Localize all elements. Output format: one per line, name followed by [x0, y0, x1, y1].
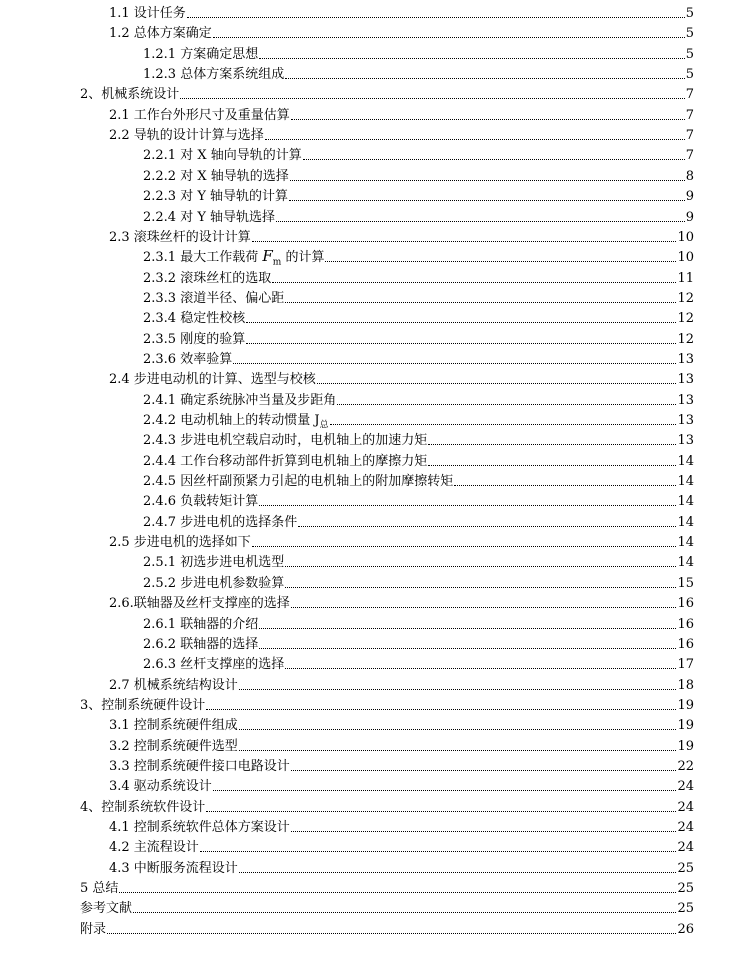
toc-entry-title: 2.5 步进电机的选择如下: [109, 535, 251, 551]
toc-entry[interactable]: [143, 613, 694, 633]
toc-entry-title: 参考文献: [80, 901, 133, 917]
toc-entry[interactable]: [143, 551, 694, 571]
toc-entry-title: 4.1 控制系统软件总体方案设计: [109, 820, 290, 835]
toc-entry-page: 7: [685, 128, 694, 144]
toc-entry-page: 12: [677, 331, 694, 347]
toc-entry-page: 14: [677, 474, 694, 490]
toc-entry-page: 13: [677, 392, 694, 408]
toc-entry-page: 15: [677, 575, 694, 591]
toc-entry[interactable]: [143, 165, 694, 185]
toc-entry-page: 7: [685, 87, 694, 103]
toc-entry-page: 19: [677, 697, 694, 713]
toc-entry-page: 14: [677, 494, 694, 510]
dot-leader: [119, 892, 676, 893]
dot-leader: [291, 607, 677, 608]
toc-entry-page: 24: [677, 779, 694, 795]
toc-entry-title: 2、机械系统设计: [80, 87, 180, 103]
toc-entry-title: 2.5.2 步进电机参数验算: [143, 575, 285, 591]
toc-entry[interactable]: [109, 816, 694, 836]
toc-entry[interactable]: [143, 246, 694, 266]
toc-entry-page: 14: [677, 453, 694, 469]
toc-entry-page: 16: [677, 596, 694, 612]
toc-entry[interactable]: [143, 653, 694, 673]
toc-entry[interactable]: [80, 694, 694, 714]
dot-leader: [239, 689, 677, 690]
toc-entry[interactable]: [143, 206, 694, 226]
toc-entry[interactable]: [109, 674, 694, 694]
toc-entry-page: 24: [677, 820, 694, 835]
dot-leader: [252, 241, 677, 242]
toc-entry-page: 9: [685, 189, 694, 205]
toc-entry-title: 2.3.4 稳定性校核: [143, 311, 246, 327]
dot-leader: [259, 628, 676, 629]
toc-entry-page: 13: [677, 413, 694, 428]
dot-leader: [317, 383, 677, 384]
toc-entry[interactable]: [143, 267, 694, 287]
toc-entry[interactable]: [143, 287, 694, 307]
toc-entry-page: 26: [677, 921, 694, 937]
toc-entry-page: 14: [677, 555, 694, 571]
dot-leader: [291, 831, 677, 832]
dot-leader: [107, 933, 676, 934]
toc-entry-title: 2.5.1 初选步进电机选型: [143, 555, 285, 571]
toc-entry-title: 2.4.7 步进电机的选择条件: [143, 514, 298, 530]
dot-leader: [233, 363, 676, 364]
toc-entry-title: 1.1 设计任务: [109, 6, 186, 21]
toc-entry-title: 2.3.6 效率验算: [143, 351, 233, 367]
toc-entry-page: 12: [677, 311, 694, 327]
toc-entry-title: 2.2.3 对 Y 轴导轨的计算: [143, 189, 289, 205]
toc-entry-title: 2.3.1 最大工作载荷 $F_m$ 的计算: [143, 247, 325, 268]
dot-leader: [291, 770, 677, 771]
toc-entry-title: 4、控制系统软件设计: [80, 799, 206, 815]
toc-entry-title: 2.4.4 工作台移动部件折算到电机轴上的摩擦力矩: [143, 453, 428, 469]
dot-leader: [291, 119, 685, 120]
dot-leader: [265, 139, 685, 140]
toc-entry-title: 2.3.5 刚度的验算: [143, 331, 246, 347]
toc-entry-title: 2.2 导轨的设计计算与选择: [109, 128, 264, 144]
toc-entry-title: 2.2.4 对 Y 轴导轨选择: [143, 209, 276, 225]
toc-entry-title: 2.6.联轴器及丝杆支撑座的选择: [109, 596, 290, 612]
toc-entry-page: 7: [685, 148, 694, 164]
dot-leader: [285, 78, 685, 79]
toc-entry[interactable]: [109, 226, 694, 246]
toc-entry[interactable]: [109, 735, 694, 755]
toc-entry[interactable]: [109, 592, 694, 612]
toc-entry-title: 2.4.3 步进电机空载启动时，电机轴上的加速力矩: [143, 433, 428, 449]
toc-entry-page: 5: [685, 6, 694, 21]
dot-leader: [200, 851, 677, 852]
dot-leader: [428, 465, 676, 466]
toc-entry[interactable]: [109, 714, 694, 734]
dot-leader: [325, 261, 676, 262]
toc-entry[interactable]: [143, 307, 694, 327]
toc-entry[interactable]: [109, 22, 694, 42]
toc-entry-page: 13: [677, 351, 694, 367]
toc-entry[interactable]: [143, 348, 694, 368]
toc-entry-page: 24: [677, 799, 694, 815]
toc-entry-title: 2.4.2 电动机轴上的转动惯量 $J_总$: [143, 413, 329, 431]
toc-entry[interactable]: [80, 897, 694, 917]
toc-entry[interactable]: [80, 877, 694, 897]
dot-leader: [206, 709, 676, 710]
dot-leader: [330, 424, 677, 425]
dot-leader: [180, 98, 684, 99]
toc-entry-page: 17: [677, 657, 694, 673]
toc-entry-page: 10: [677, 229, 694, 245]
toc-entry-title: 1.2 总体方案确定: [109, 26, 212, 42]
toc-entry[interactable]: [143, 43, 694, 63]
toc-entry-page: 5: [685, 26, 694, 42]
toc-entry[interactable]: [109, 775, 694, 795]
toc-entry-page: 10: [677, 250, 694, 266]
toc-entry-title: 2.4.1 确定系统脉冲当量及步距角: [143, 392, 337, 408]
toc-entry-title: 2.4.6 负载转矩计算: [143, 494, 259, 510]
toc-entry-page: 13: [677, 372, 694, 388]
toc-entry-title: 3.3 控制系统硬件接口电路设计: [109, 758, 290, 774]
dot-leader: [246, 322, 676, 323]
toc-entry-title: 2.3 滚珠丝杆的设计计算: [109, 229, 251, 245]
dot-leader: [206, 811, 676, 812]
toc-entry[interactable]: [80, 796, 694, 816]
dot-leader: [428, 444, 676, 445]
dot-leader: [454, 485, 676, 486]
toc-entry-page: 14: [677, 535, 694, 551]
dot-leader: [187, 17, 685, 18]
toc-entry-page: 5: [685, 46, 694, 62]
toc-entry-title: 2.2.1 对 X 轴向导轨的计算: [143, 148, 302, 164]
toc-entry-page: 5: [685, 67, 694, 83]
dot-leader: [246, 343, 676, 344]
toc-entry-title: 2.3.2 滚珠丝杠的选取: [143, 270, 272, 286]
toc-entry[interactable]: [143, 470, 694, 490]
toc-entry[interactable]: [109, 104, 694, 124]
toc-entry-title: 1.2.1 方案确定思想: [143, 46, 259, 62]
toc-entry[interactable]: [143, 633, 694, 653]
toc-entry[interactable]: [143, 429, 694, 449]
dot-leader: [239, 750, 677, 751]
dot-leader: [285, 566, 676, 567]
toc-entry[interactable]: [109, 531, 694, 551]
toc-entry[interactable]: [109, 2, 694, 22]
toc-entry[interactable]: [143, 409, 694, 429]
toc-entry-page: 8: [685, 168, 694, 184]
toc-entry-page: 25: [677, 901, 694, 917]
toc-entry[interactable]: [143, 511, 694, 531]
toc-entry-page: 18: [677, 677, 694, 693]
dot-leader: [252, 546, 677, 547]
toc-entry[interactable]: [143, 185, 694, 205]
toc-entry[interactable]: [80, 918, 694, 938]
toc-entry-title: 2.4.5 因丝杆副预紧力引起的电机轴上的附加摩擦转矩: [143, 474, 454, 490]
toc-entry-page: 11: [677, 270, 694, 286]
dot-leader: [133, 912, 676, 913]
toc-entry[interactable]: [109, 836, 694, 856]
toc-entry-page: 24: [677, 840, 694, 856]
dot-leader: [303, 159, 685, 160]
dot-leader: [272, 282, 676, 283]
dot-leader: [285, 587, 676, 588]
toc-entry[interactable]: [143, 389, 694, 409]
toc-entry-page: 12: [677, 290, 694, 306]
toc-entry[interactable]: [109, 368, 694, 388]
dot-leader: [290, 180, 685, 181]
dot-leader: [337, 404, 676, 405]
toc-entry[interactable]: [143, 63, 694, 83]
dot-leader: [213, 790, 677, 791]
toc-entry[interactable]: [143, 144, 694, 164]
dot-leader: [285, 668, 676, 669]
toc-entry-title: 2.1 工作台外形尺寸及重量估算: [109, 107, 290, 123]
toc-entry[interactable]: [143, 328, 694, 348]
toc-entry[interactable]: [109, 857, 694, 877]
dot-leader: [276, 221, 685, 222]
toc-entry-page: 9: [685, 209, 694, 225]
toc-entry-page: 7: [685, 107, 694, 123]
toc-entry-title: 2.6.2 联轴器的选择: [143, 636, 259, 652]
toc-entry-title: 2.4 步进电动机的计算、选型与校核: [109, 372, 316, 388]
formula-symbol: F: [262, 247, 273, 266]
toc-entry-title: 5 总结: [80, 881, 119, 897]
dot-leader: [239, 729, 677, 730]
toc-entry-title: 3.1 控制系统硬件组成: [109, 718, 238, 734]
toc-entry-page: 16: [677, 616, 694, 632]
toc-entry-page: 19: [677, 738, 694, 754]
toc-entry-page: 22: [677, 758, 694, 774]
formula-subscript: 总: [319, 420, 329, 431]
toc-entry-title: 2.6.3 丝杆支撑座的选择: [143, 657, 285, 673]
dot-leader: [259, 648, 676, 649]
dot-leader: [259, 58, 685, 59]
dot-leader: [259, 505, 676, 506]
toc-entry-title: 4.3 中断服务流程设计: [109, 860, 238, 876]
toc-entry-title: 1.2.3 总体方案系统组成: [143, 67, 285, 83]
toc-entry-title: 2.3.3 滚道半径、偏心距: [143, 290, 285, 306]
toc-entry[interactable]: [143, 572, 694, 592]
toc-entry-title: 3、控制系统硬件设计: [80, 697, 206, 713]
toc-entry-title: 2.6.1 联轴器的介绍: [143, 616, 259, 632]
toc-entry[interactable]: [109, 755, 694, 775]
toc-entry-page: 14: [677, 514, 694, 530]
dot-leader: [298, 526, 676, 527]
toc-entry-title: 3.4 驱动系统设计: [109, 779, 212, 795]
formula-subscript: m: [272, 257, 282, 268]
toc-entry-page: 16: [677, 636, 694, 652]
toc-entry-title: 2.7 机械系统结构设计: [109, 677, 238, 693]
toc-entry[interactable]: [109, 124, 694, 144]
toc-entry-title: 3.2 控制系统硬件选型: [109, 738, 238, 754]
toc-entry-page: 25: [677, 881, 694, 897]
toc-entry-title: 附录: [80, 921, 107, 937]
dot-leader: [285, 302, 676, 303]
dot-leader: [239, 872, 677, 873]
toc-entry[interactable]: [143, 450, 694, 470]
toc-entry-page: 25: [677, 860, 694, 876]
dot-leader: [213, 37, 685, 38]
dot-leader: [289, 200, 685, 201]
toc-entry[interactable]: [80, 83, 694, 103]
toc-entry-page: 19: [677, 718, 694, 734]
toc-entry-page: 13: [677, 433, 694, 449]
toc-entry[interactable]: [143, 490, 694, 510]
toc-entry-title: 4.2 主流程设计: [109, 840, 199, 856]
toc-entry-title: 2.2.2 对 X 轴导轨的选择: [143, 168, 289, 184]
